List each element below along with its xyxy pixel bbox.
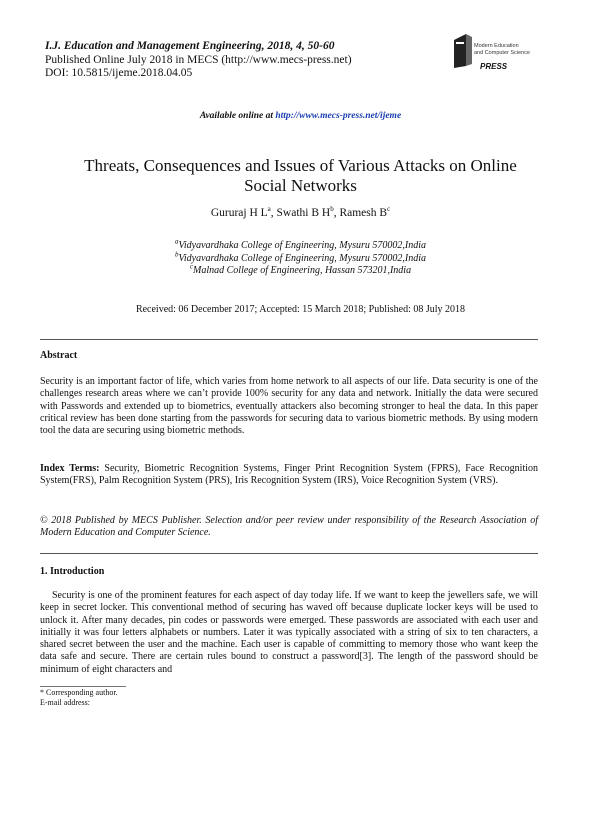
published-line: Published Online July 2018 in MECS (http://www.mecs-press.net)	[45, 53, 352, 66]
affiliations	[0, 237, 601, 278]
footnote-corresponding: * Corresponding author.	[40, 688, 118, 697]
author-name: Swathi B H	[276, 207, 331, 219]
index-terms: Index Terms: Security, Biometric Recognition Systems, Finger Print Recognition System (FPRS), Face Recognition System(FRS), Palm Recognition System (PRS), Iris Recognition System (IRS), Voice Recognition System (VRS).	[40, 463, 538, 487]
divider	[40, 339, 538, 340]
logo-press: PRESS	[480, 62, 508, 71]
affiliation: $^a$Vidyavardhaka College of Engineering, Mysuru 570002,India	[175, 237, 426, 251]
logo-text: Modern Education and Computer Science	[474, 43, 530, 56]
publication-dates: Received: 06 December 2017; Accepted: 15 March 2018; Published: 08 July 2018	[135, 304, 466, 315]
footnote-divider	[40, 686, 126, 687]
introduction-heading: 1. Introduction	[40, 566, 105, 577]
abstract-heading: Abstract	[40, 350, 78, 361]
journal-title: I.J. Education and Management Engineering, 2018, 4, 50-60	[45, 40, 335, 52]
author-name: Ramesh B	[339, 207, 388, 219]
abstract-text: Security is an important factor of life, which varies from home network to all aspects of our life. Data security is one of the challenges research areas where we can’t provide 100% security for any data and network. Initially the data were secured with Passwords and extended up to biometrics, eventually attackers also becoming stronger to heal the data. In this paper critical review has been done starting from the passwords for securing data to various biometric methods. By using modern tool the data are securing using biometric methods.	[40, 376, 538, 437]
paper-title: Threats, Consequences and Issues of Various Attacks on Online Social Networks	[84, 156, 517, 195]
available-online: Available online at http://www.mecs-press.net/ijeme	[199, 111, 402, 121]
introduction-text: Security is one of the prominent features for each aspect of day today life. If we want to keep the jewellers safe, we will keep in secret locker. This conventional method of securing has waved off because duplicate locker keys will be used to unlock it. After many decades, pin codes or passwords were emerged. These passwords are associated with each user and initially it was four letters alphabets or numbers. Later it was typically associated with a string of six to ten characters, a shared secret between the user and the machine. Each user is capable of committing to memory those who want keep the data safe and secure. There are certain rules bound to construct a password[3]. The length of the password should be minimum of eight characters and	[40, 590, 538, 675]
doi-line: DOI: 10.5815/ijeme.2018.04.05	[45, 67, 193, 79]
journal-url-link[interactable]: http://www.mecs-press.net/ijeme	[275, 111, 402, 121]
author-name: Gururaj H L	[210, 207, 268, 219]
affiliation: $^b$Vidyavardhaka College of Engineering, Mysuru 570002,India	[175, 250, 426, 264]
author-list: Gururaj H $L^a$, Swathi B $H^b$, Ramesh $B^c$	[210, 205, 391, 219]
footnote-email: E-mail address:	[40, 698, 90, 707]
journal-header	[45, 40, 352, 81]
affiliation: $^c$Malnad College of Engineering, Hassan 573201,India	[189, 262, 412, 276]
copyright-notice: © 2018 Published by MECS Publisher. Selection and/or peer review under responsibility of the Research Association of Modern Education and Computer Science.	[40, 515, 538, 539]
divider	[40, 553, 538, 554]
